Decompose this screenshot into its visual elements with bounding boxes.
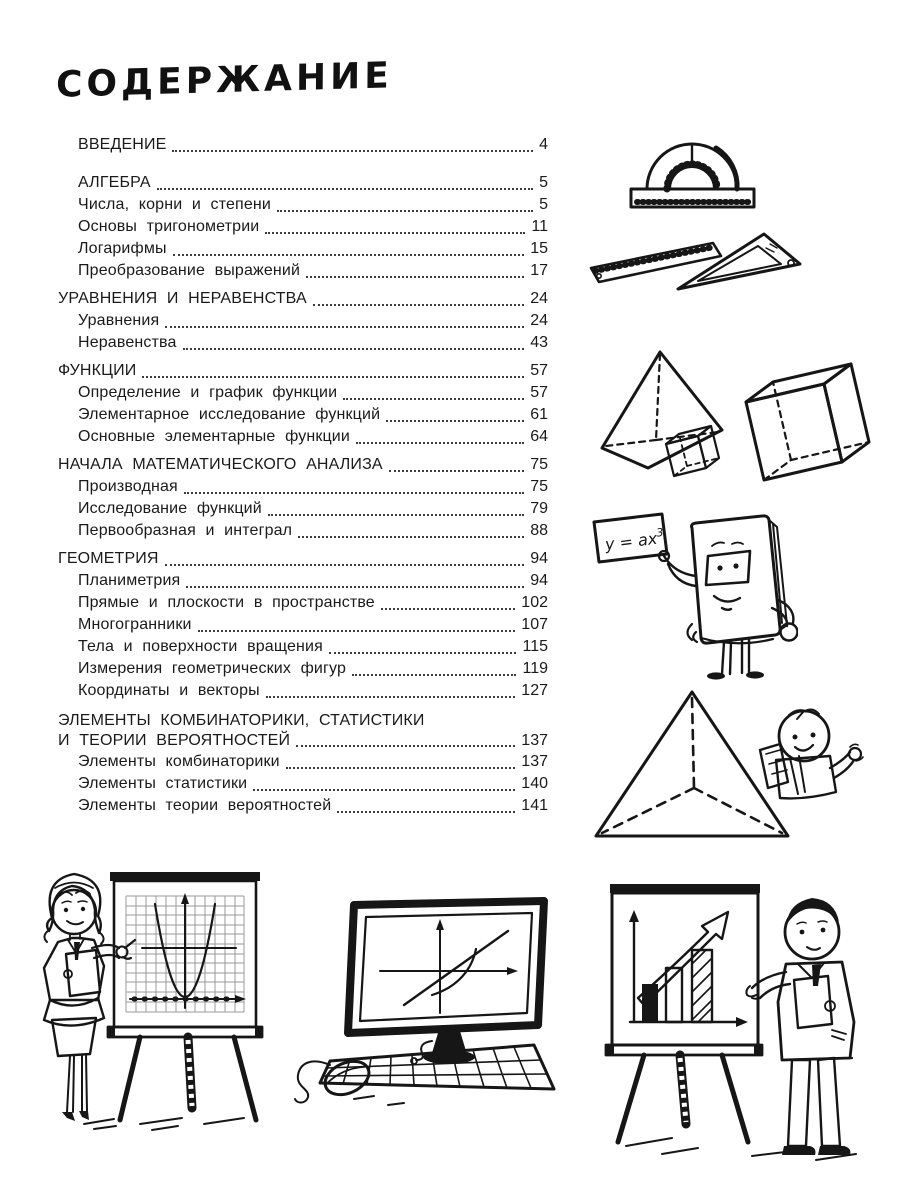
- dot-leader: [265, 232, 525, 234]
- keyboard: [320, 1045, 554, 1089]
- dot-leader: [381, 608, 515, 610]
- toc-entry-page: 4: [539, 136, 548, 153]
- toc-entry: НАЧАЛА МАТЕМАТИЧЕСКОГО АНАЛИЗА 75: [58, 456, 548, 473]
- mouse: [295, 1055, 404, 1105]
- toc-entry: Планиметрия 94: [78, 572, 548, 589]
- dot-leader: [198, 630, 516, 632]
- dot-leader: [296, 745, 515, 747]
- woman-flipchart-illustration: [22, 866, 274, 1134]
- dot-leader: [186, 586, 524, 588]
- dot-leader: [165, 326, 524, 328]
- dot-leader: [157, 188, 533, 190]
- toc-entry: Определение и график функции 57: [78, 384, 548, 401]
- toc-entry: [58, 134, 548, 156]
- dot-leader: [253, 789, 515, 791]
- toc-entry: Элементы комбинаторики 137: [78, 753, 548, 770]
- dot-leader: [389, 470, 524, 472]
- page-title: СОДЕРЖАНИЕ: [55, 55, 393, 106]
- pyramid-icon: [596, 692, 788, 836]
- toc-entry: ФУНКЦИИ 57: [58, 362, 548, 379]
- dot-leader: [356, 442, 524, 444]
- toc-entry: Элементы статистики 140: [78, 775, 548, 792]
- dot-leader: [142, 376, 524, 378]
- book-body: [688, 516, 788, 643]
- toc-entry: УРАВНЕНИЯ И НЕРАВЕНСТВА 24: [58, 290, 548, 307]
- toc-entry: ГЕОМЕТРИЯ 94: [58, 550, 548, 567]
- ruler-icon: [591, 243, 721, 282]
- dot-leader: [313, 304, 524, 306]
- toc-entry: Производная 75: [78, 478, 548, 495]
- computer-illustration: [292, 893, 577, 1121]
- toc-entry: Преобразование выражений 17: [78, 262, 548, 279]
- monitor: [348, 901, 544, 1064]
- toc-entry: ЭЛЕМЕНТЫ КОМБИНАТОРИКИ, СТАТИСТИКИ: [58, 712, 425, 729]
- man-flipchart-illustration: [602, 872, 888, 1164]
- pyramid-child-illustration: [592, 686, 866, 844]
- dot-leader: [298, 536, 524, 538]
- toc-entry: Прямые и плоскости в пространстве 102: [78, 594, 548, 611]
- toc-entry-label: ВВЕДЕНИЕ: [78, 136, 167, 153]
- dot-leader: [172, 150, 533, 152]
- dot-leader: [306, 276, 524, 278]
- book-character-illustration: [592, 502, 798, 682]
- protractor-illustration: [626, 138, 764, 216]
- toc-entry: Элементарное исследование функций 61: [78, 406, 548, 423]
- ruler-triangle-illustration: [588, 222, 818, 302]
- dot-leader: [386, 420, 524, 422]
- woman-figure: [44, 874, 135, 1129]
- toc-entry: Элементы теории вероятностей 141: [78, 797, 548, 814]
- dot-leader: [173, 254, 525, 256]
- toc-entry: Уравнения 24: [78, 312, 548, 329]
- dot-leader: [277, 210, 533, 212]
- bar-chart: [629, 910, 748, 1027]
- dot-leader: [337, 811, 515, 813]
- book-left-arm: [659, 551, 696, 586]
- screen-graph: [380, 919, 518, 1013]
- dot-leader: [268, 514, 524, 516]
- toc-entry: Основы тригонометрии 11: [78, 218, 548, 235]
- toc-entry: Измерения геометрических фигур 119: [78, 660, 548, 677]
- tetrahedron-icon: [602, 352, 722, 468]
- dot-leader: [266, 696, 515, 698]
- dot-leader: [165, 564, 525, 566]
- book-character-legs: [707, 639, 764, 680]
- dot-leader: [286, 767, 516, 769]
- toc-entry: И ТЕОРИИ ВЕРОЯТНОСТЕЙ 137: [58, 732, 548, 749]
- dot-leader: [329, 652, 517, 654]
- dot-leader: [184, 492, 524, 494]
- child-figure: [760, 710, 863, 799]
- toc-entry: Первообразная и интеграл 88: [78, 522, 548, 539]
- man-figure: [746, 898, 856, 1160]
- solids-illustration: [596, 342, 892, 492]
- toc-entry: Числа, корни и степени 5: [78, 196, 548, 213]
- parabola-chart: [130, 893, 246, 1008]
- toc-entry: Логарифмы 15: [78, 240, 548, 257]
- flipchart-board: [606, 884, 762, 1154]
- book-face: [706, 542, 750, 609]
- formula-text: $y = ax^3$: [603, 525, 665, 554]
- toc-entry: Неравенства 43: [78, 334, 548, 351]
- toc-entry: Тела и поверхности вращения 115: [78, 638, 548, 655]
- toc-entry: Основные элементарные функции 64: [78, 428, 548, 445]
- toc-entry: Исследование функций 79: [78, 500, 548, 517]
- dot-leader: [343, 398, 524, 400]
- dot-leader: [183, 348, 525, 350]
- dot-leader: [352, 674, 516, 676]
- flipchart-board: [108, 872, 262, 1130]
- toc-entry: Координаты и векторы 127: [78, 682, 548, 699]
- table-of-contents: [58, 134, 548, 817]
- formula-card: [594, 514, 667, 562]
- toc-entry: Многогранники 107: [78, 616, 548, 633]
- large-cube-icon: [746, 364, 869, 480]
- toc-entry: АЛГЕБРА 5: [78, 174, 548, 191]
